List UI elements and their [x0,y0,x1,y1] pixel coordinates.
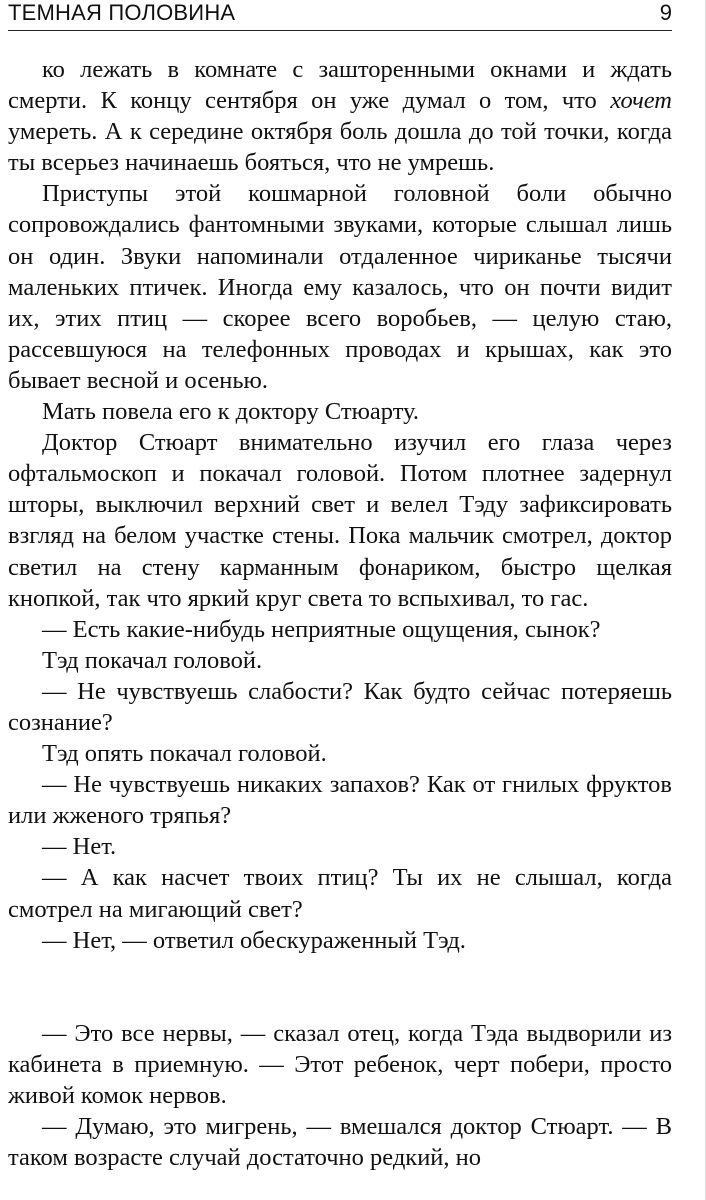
paragraph: Приступы этой кошмарной головной боли обычно сопровождались фантомными звуками, которые слышал лишь он один. Звуки напоминали отдаленное чириканье тысячи маленьких птичек. Иногда ему казалось, что он почти видит их, этих птиц — скорее всего воробьев, — целую стаю, рассевшуюся на телефонных проводах и крышах, как это бывает весной и осенью. [8,180,672,394]
dialogue-line: — Есть какие-нибудь неприятные ощущения, сынок? [42,615,601,643]
paragraph: Доктор Стюарт внимательно изучил его глаза через офтальмоскоп и покачал головой. Потом плотнее задернул шторы, выключил верхний свет и велел Тэду зафиксировать взгляд на белом участке стены. Пока мальчик смотрел, доктор светил на стену карманным фонариком, быстро щелкая кнопкой, так что яркий круг света то вспыхивал, то гас. [8,429,672,612]
dialogue-line: — Не чувствуешь никаких запахов? Как от гнилых фруктов или жженого тряпья? [8,771,672,830]
page-number: 9 [659,0,672,25]
dialogue-line: — Не чувствуешь слабости? Как будто сейчас потеряешь сознание? [8,677,672,736]
dialogue-line: — А как насчет твоих птиц? Ты их не слышал, когда смотрел на мигающий свет? [8,864,672,923]
italic-emphasis: хочет [610,87,672,115]
dialogue-line: — Думаю, это мигрень, — вмешался доктор Стюарт. — В таком возрасте случай достаточно редкий, но [8,1113,672,1172]
page-body [8,54,672,1173]
running-header [8,0,672,31]
dialogue-line: — Это все нервы, — сказал отец, когда Тэда выдворили из кабинета в приемную. — Этот ребенок, черт побери, просто живой комок нервов. [8,1019,672,1109]
dialogue-line: — Нет, — ответил обескураженный Тэд. [42,926,466,954]
paragraph: Тэд покачал головой. [42,646,263,674]
paragraph: ко лежать в комнате с зашторенными окнами и ждать смерти. К концу сентября он уже думал о том, что хочет умереть. А к середине октября боль дошла до той точки, когда ты всерьез начинаешь бояться, что не умрешь. [8,56,672,177]
book-title: ТЕМНАЯ ПОЛОВИНА [8,0,236,25]
paragraph: Мать повела его к доктору Стюарту. [42,398,419,426]
paragraph: Тэд опять покачал головой. [42,740,327,768]
dialogue-line: — Нет. [42,833,117,861]
